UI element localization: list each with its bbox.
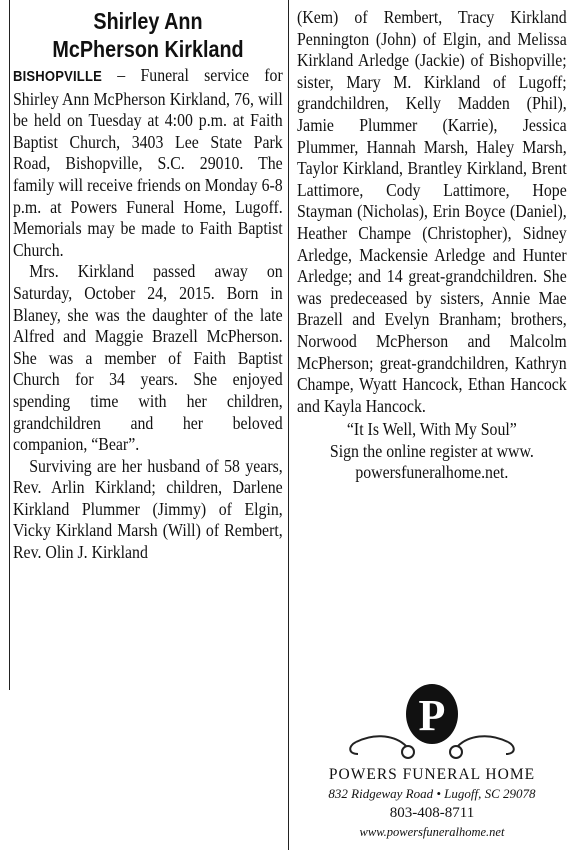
obituary-column-right <box>297 7 567 484</box>
funeral-home-phone: 803-408-8711 <box>389 805 475 821</box>
obituary-quote: “It Is Well, With My Soul” <box>346 419 517 440</box>
obituary-service-paragraph <box>13 65 283 261</box>
monogram-emblem-icon <box>296 676 568 766</box>
register-line-2: powersfuneralhome.net. <box>355 462 509 483</box>
center-column-rule <box>288 0 289 850</box>
obituary-survivors-continued: (Kem) of Rembert, Tracy Kirkland Pennington (John) of Elgin, and Melissa Kirkland Arledge (Jackie) of Bishopville; sister, Mary M. Kirkland of Lugoff; grandchildren, Kelly Madden (Phil), Jamie Plummer (Karrie), Jessica Plummer, Hannah Marsh, Haley Marsh, Taylor Kirkland, Brantley Kirkland, Brent Lattimore, Cody Lattimore, Hope Stayman (Nicholas), Erin Boyce (Daniel), Heather Champe (Christopher), Sidney Arledge, Mackensie Arledge and Hunter Arledge; and 14 great-grandchildren. She was predeceased by sisters, Annie Mae Brazell and Evelyn Branham; brothers, Norwood McPherson and Malcolm McPherson; great-grandchildren, Kathryn Champe, Wyatt Hancock, Ethan Hancock and Kayla Hancock. <box>297 7 567 416</box>
obituary-column-left <box>13 0 283 564</box>
funeral-home-logo <box>296 676 568 850</box>
monogram-letter: P <box>418 691 446 740</box>
funeral-home-name: POWERS FUNERAL HOME <box>328 766 536 783</box>
obituary-biography-paragraph: Mrs. Kirkland passed away on Saturday, October 24, 2015. Born in Blaney, she was the daughter of the late Alfred and Maggie Brazell McPherson. She was a member of Faith Baptist Church for 34 years. She enjoyed spending time with her children, grandchildren and her beloved companion, “Bear”. <box>13 261 283 455</box>
register-line-1: Sign the online register at www. <box>329 440 534 461</box>
funeral-home-address: 832 Ridgeway Road • Lugoff, SC 29078 <box>328 786 536 801</box>
service-details: – Funeral service for Shirley Ann McPherson Kirkland, 76, will be held on Tuesday at 4:00 p.m. at Faith Baptist Church, 3403 Lee State Park Road, Bishopville, S.C. 29010. The family will receive friends on Monday 6-8 p.m. at Powers Funeral Home, Lugoff. Memorials may be made to Faith Baptist Church. <box>13 65 283 260</box>
obituary-name-line2: McPherson Kirkland <box>52 36 244 62</box>
left-column-rule <box>9 0 10 690</box>
obituary-survivors-paragraph: Surviving are her husband of 58 years, Rev. Arlin Kirkland; children, Darlene Kirkland Plummer (Jimmy) of Elgin, Vicky Kirkland Marsh (Will) of Rembert, Rev. Olin J. Kirkland <box>13 455 283 563</box>
dateline: BISHOPVILLE <box>13 69 103 85</box>
funeral-home-website: www.powersfuneralhome.net <box>359 825 505 839</box>
obituary-name-line1: Shirley Ann <box>93 8 203 34</box>
